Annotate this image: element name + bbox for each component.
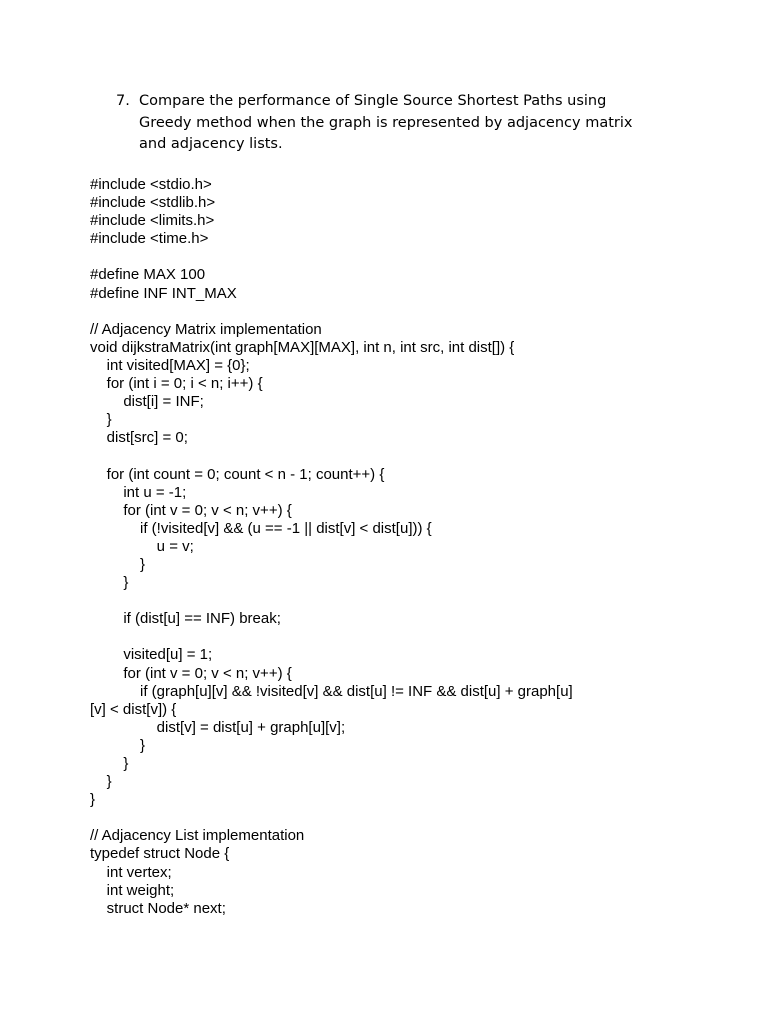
code-line: int u = -1; [90,483,187,501]
code-line [90,592,730,610]
code-line: [v] < dist[v]) { [90,700,177,718]
code-line: for (int count = 0; count < n - 1; count++) { [90,465,385,483]
code-line: } [90,574,129,592]
code-line: if (graph[u][v] && !visited[v] && dist[u] != INF && dist[u] + graph[u] [90,682,573,700]
code-line: dist[v] = dist[u] + graph[u][v]; [90,718,346,736]
code-line: for (int v = 0; v < n; v++) { [90,501,292,519]
code-line: int visited[MAX] = {0}; [90,356,250,374]
code-line: dist[src] = 0; [90,429,188,447]
code-line: #include <limits.h> [90,212,215,230]
code-line: int weight; [90,881,175,899]
code-line: dist[i] = INF; [90,393,204,411]
code-line: } [90,555,146,573]
code-line: } [90,411,112,429]
code-line: // Adjacency List implementation [90,827,305,845]
code-line [90,248,730,266]
code-line: #include <stdio.h> [90,176,212,193]
code-line: } [90,773,112,791]
code-line: typedef struct Node { [90,845,230,863]
code-line: #include <stdlib.h> [90,194,216,212]
code-line: if (!visited[v] && (u == -1 || dist[v] < dist[u])) { [90,519,432,537]
code-line: #define MAX 100 [90,266,206,284]
code-line: } [90,791,96,809]
code-line: for (int v = 0; v < n; v++) { [90,664,292,682]
code-line: #include <time.h> [90,230,209,248]
code-line: struct Node* next; [90,899,226,917]
code-line: if (dist[u] == INF) break; [90,610,281,628]
code-line [90,809,730,827]
code-line: u = v; [90,537,194,555]
code-line: } [90,736,146,754]
code-line: void dijkstraMatrix(int graph[MAX][MAX], int n, int src, int dist[]) { [90,338,515,356]
code-line: } [90,755,129,772]
question-item [116,91,676,156]
code-line [90,447,730,465]
code-line: for (int i = 0; i < n; i++) { [90,375,263,393]
question-number: 7. [116,93,130,109]
code-line [90,628,730,646]
code-line: int vertex; [90,863,172,881]
code-line: visited[u] = 1; [90,646,213,664]
code-block [90,176,730,918]
code-line [90,303,730,321]
question-text: Compare the performance of Single Source Shortest Paths using Greedy method when the graph is represented by adjacency matrix and adjacency lists. [139,93,633,153]
code-line: // Adjacency Matrix implementation [90,320,322,338]
code-line: #define INF INT_MAX [90,284,237,302]
